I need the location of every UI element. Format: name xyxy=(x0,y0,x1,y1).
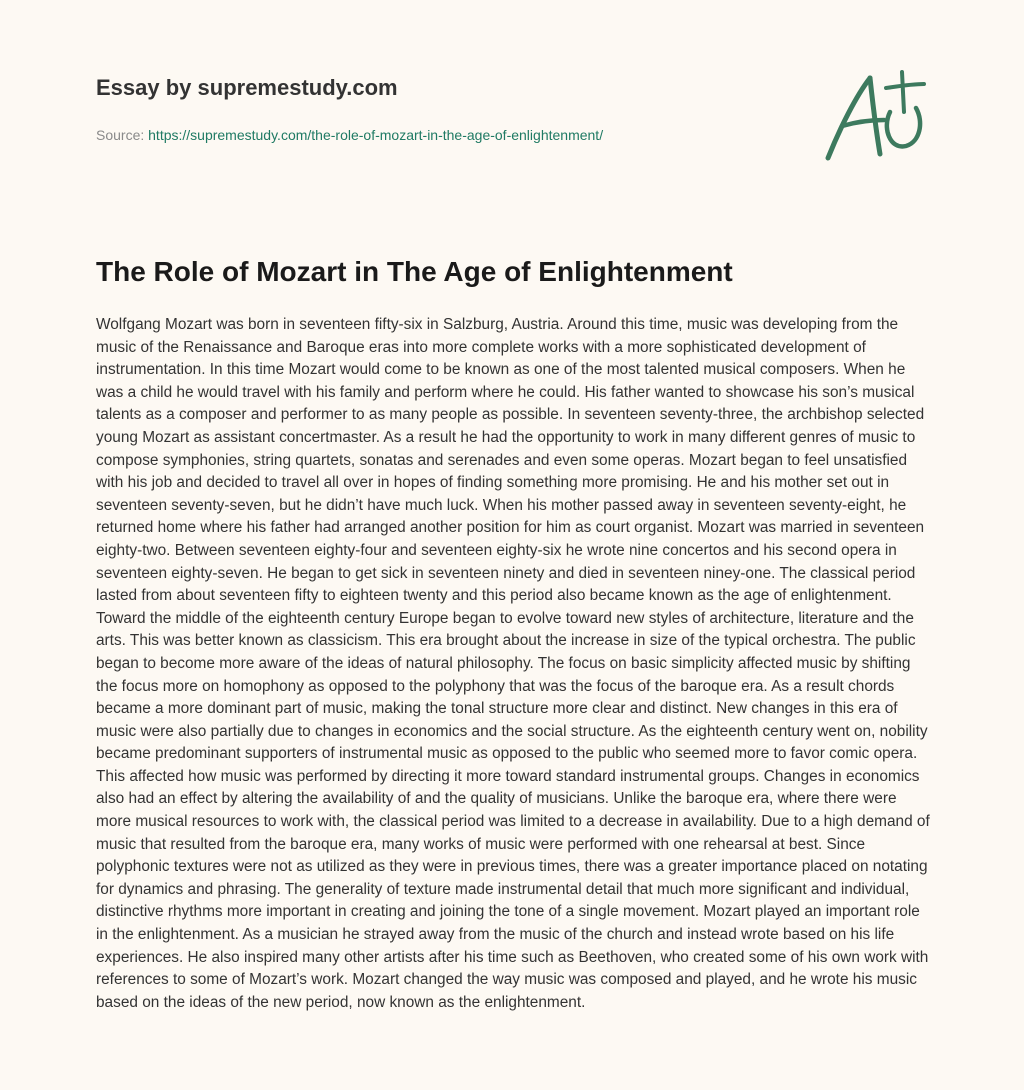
essay-body: Wolfgang Mozart was born in seventeen fifty-six in Salzburg, Austria. Around this time, music was developing from the music of the Renaissance and Baroque eras into more complete works with a more sophisticated development of instrumentation. In this time Mozart would come to be known as one of the most talented musical composers. When he was a child he would travel with his family and perform where he could. His father wanted to showcase his son’s musical talents as a composer and performer to as many people as possible. In seventeen seventy-three, the archbishop selected young Mozart as assistant concertmaster. As a result he had the opportunity to work in many different genres of music to compose symphonies, string quartets, sonatas and serenades and even some operas. Mozart began to feel unsatisfied with his job and decided to travel all over in hopes of finding something more promising. He and his mother set out in seventeen seventy-seven, but he didn’t have much luck. When his mother passed away in seventeen seventy-eight, he returned home where his father had arranged another position for him as court organist. Mozart was married in seventeen eighty-two. Between seventeen eighty-four and seventeen eighty-six he wrote nine concertos and his second opera in seventeen eighty-seven. He began to get sick in seventeen ninety and died in seventeen niney-one. The classical period lasted from about seventeen fifty to eighteen twenty and this period also became known as the age of enlightenment. Toward the middle of the eighteenth century Europe began to evolve toward new styles of architecture, literature and the arts. This was better known as classicism. This era brought about the increase in size of the typical orchestra. The public began to become more aware of the ideas of natural philosophy. The focus on basic simplicity affected music by shifting the focus more on homophony as opposed to the polyphony that was the focus of the baroque era. As a result chords became a more dominant part of music, making the tonal structure more clear and distinct. New changes in this era of music were also partially due to changes in economics and the social structure. As the eighteenth century went on, nobility became predominant supporters of instrumental music as opposed to the public who seemed more to favor comic opera. This affected how music was performed by directing it more toward standard instrumental groups. Changes in economics also had an effect by altering the availability of and the quality of musicians. Unlike the baroque era, where there were more musical resources to work with, the classical period was limited to a decrease in availability. Due to a high demand of music that resulted from the baroque era, many works of music were performed with one rehearsal at best. Since polyphonic textures were not as utilized as they were in previous times, there was a greater importance placed on notating for dynamics and phrasing. The generality of texture made instrumental detail that much more significant and individual, distinctive rhythms more important in creating and joining the tone of a single movement. Mozart played an important role in the enlightenment. As a musician he strayed away from the music of the church and instead wrote based on his life experiences. He also inspired many other artists after his time such as Beethoven, who created some of his own work with references to some of Mozart’s work. Mozart changed the way music was composed and played, and he wrote his music based on the ideas of the new period, now known as the enlightenment. xyxy=(96,316,930,1011)
site-brand: Essay by supremestudy.com xyxy=(96,75,398,100)
essay-title: The Role of Mozart in The Age of Enlightenment xyxy=(96,256,733,287)
source-line xyxy=(96,126,796,144)
page-header xyxy=(96,72,796,144)
source-link[interactable]: https://supremestudy.com/the-role-of-mozart-in-the-age-of-enlightenment/ xyxy=(148,127,604,143)
source-label: Source: xyxy=(96,127,149,143)
a-plus-grade-icon xyxy=(820,66,930,166)
